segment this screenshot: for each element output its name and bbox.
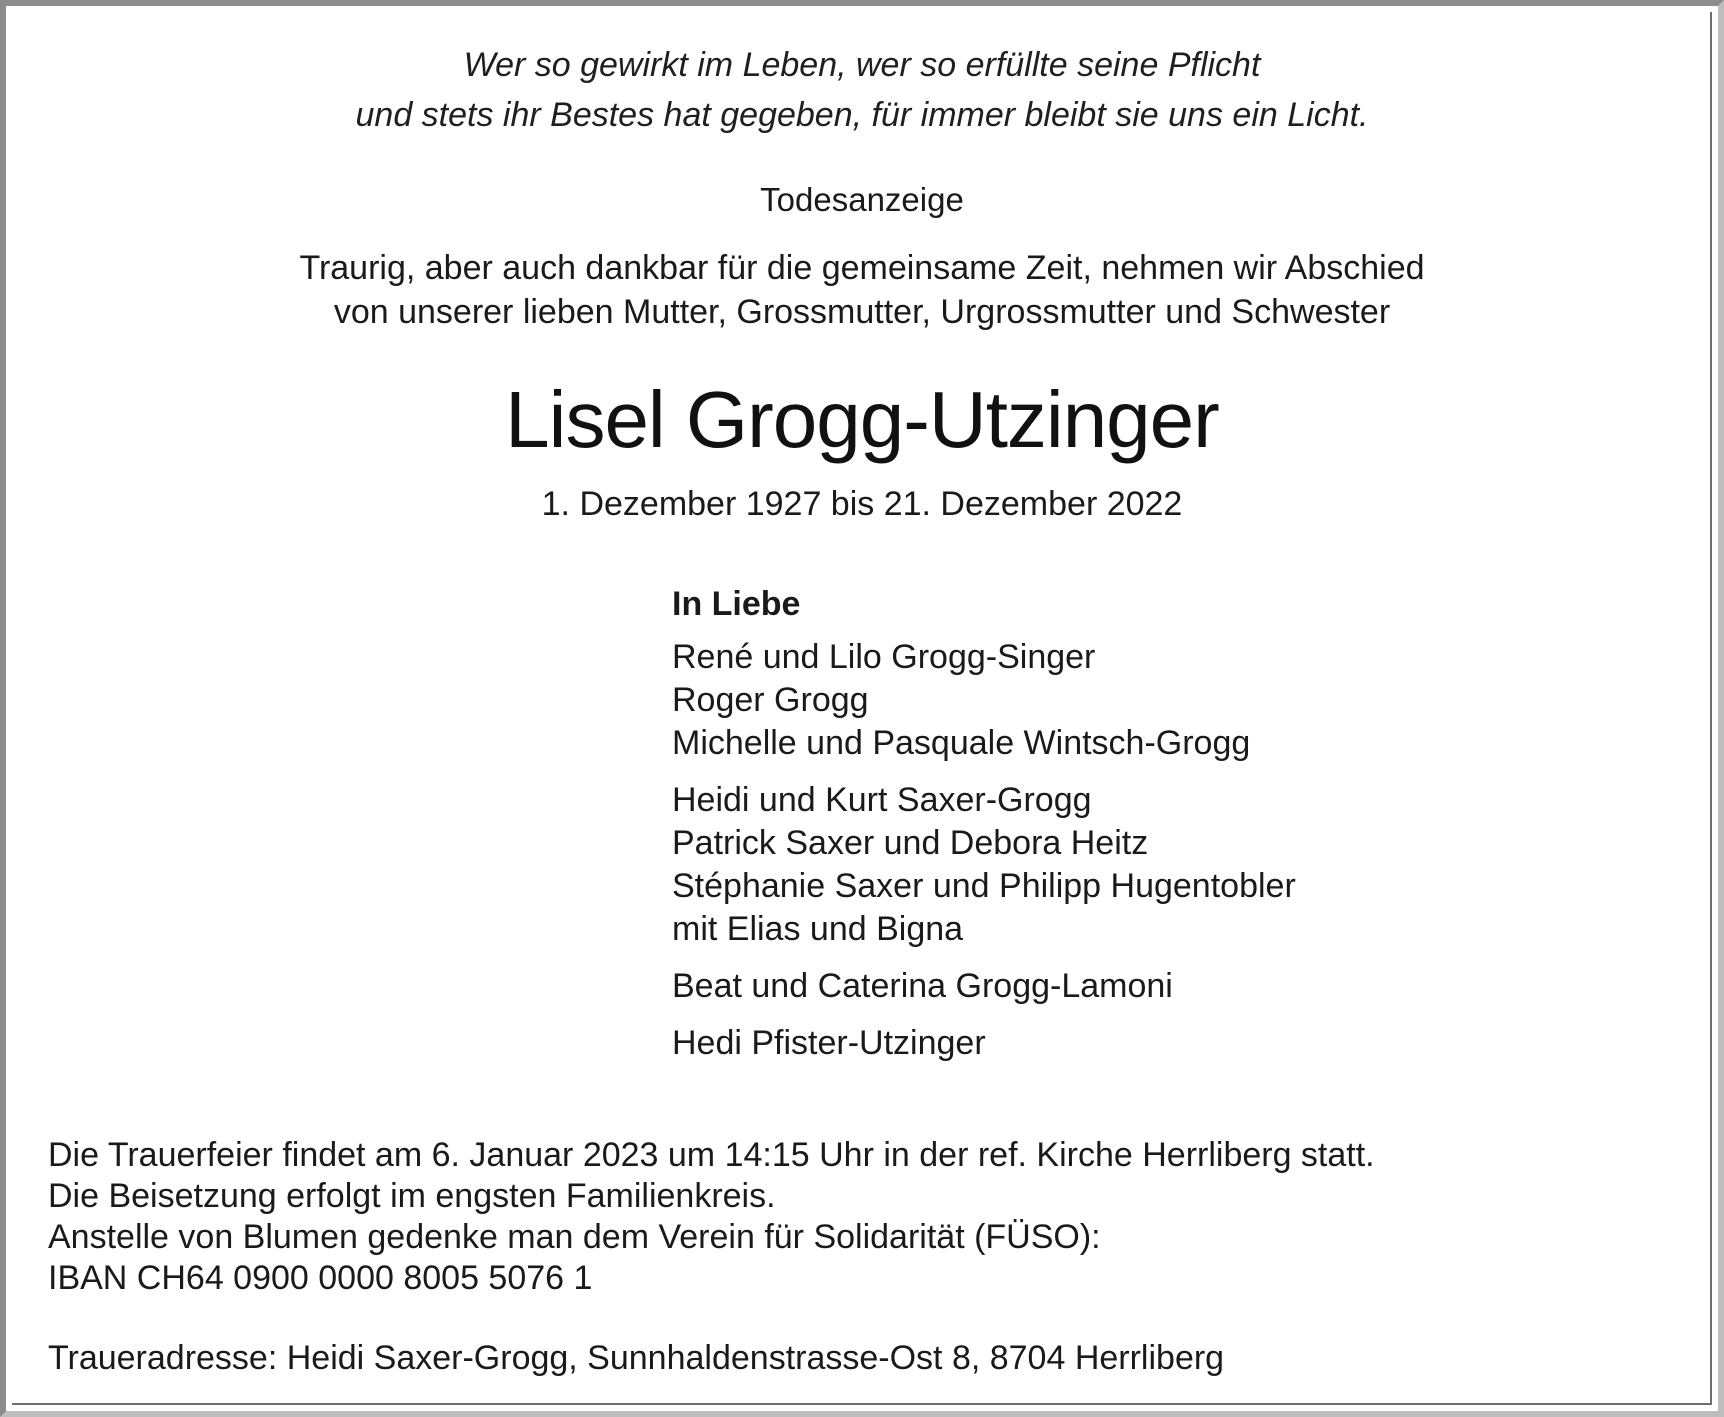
family-member: mit Elias und Bigna [672, 910, 964, 948]
family-member: Hedi Pfister-Utzinger [672, 1024, 986, 1062]
family-member: Heidi und Kurt Saxer-Grogg [672, 781, 1092, 819]
family-member: Stéphanie Saxer und Philipp Hugentobler [672, 867, 1296, 905]
family-group-3 [672, 965, 1296, 1008]
deceased-name: Lisel Grogg-Utzinger [505, 375, 1219, 464]
motto-line-1: Wer so gewirkt im Leben, wer so erfüllte seine Pflicht [463, 46, 1261, 84]
family-member: Patrick Saxer und Debora Heitz [672, 824, 1149, 862]
family-group-1 [672, 636, 1296, 765]
family-heading: In Liebe [672, 585, 801, 623]
family-list [672, 582, 1296, 1079]
life-dates: 1. Dezember 1927 bis 21. Dezember 2022 [541, 485, 1183, 523]
family-member: René und Lilo Grogg-Singer [672, 638, 1096, 676]
intro-text [0, 246, 1724, 334]
notice-line-3: Anstelle von Blumen gedenke man dem Verein für Solidarität (FÜSO): [48, 1218, 1101, 1256]
motto-line-2: und stets ihr Bestes hat gegeben, für immer bleibt sie uns ein Licht. [355, 96, 1369, 134]
mourning-address: Traueradresse: Heidi Saxer-Grogg, Sunnhaldenstrasse-Ost 8, 8704 Herrliberg [48, 1339, 1225, 1377]
family-member: Beat und Caterina Grogg-Lamoni [672, 967, 1173, 1005]
notice-line-2: Die Beisetzung erfolgt im engsten Familienkreis. [48, 1177, 776, 1215]
intro-line-2: von unserer lieben Mutter, Grossmutter, Urgrossmutter und Schwester [333, 293, 1391, 331]
motto-verse [0, 40, 1724, 140]
intro-line-1: Traurig, aber auch dankbar für die gemeinsame Zeit, nehmen wir Abschied [299, 249, 1425, 287]
funeral-notice [48, 1135, 1375, 1299]
notice-line-1: Die Trauerfeier findet am 6. Januar 2023 um 14:15 Uhr in der ref. Kirche Herrliberg statt. [48, 1136, 1375, 1174]
family-member: Michelle und Pasquale Wintsch-Grogg [672, 724, 1251, 762]
family-group-2 [672, 779, 1296, 951]
family-group-4 [672, 1022, 1296, 1065]
notice-line-4: IBAN CH64 0900 0000 8005 5076 1 [48, 1259, 593, 1297]
family-member: Roger Grogg [672, 681, 869, 719]
notice-heading: Todesanzeige [760, 181, 964, 218]
